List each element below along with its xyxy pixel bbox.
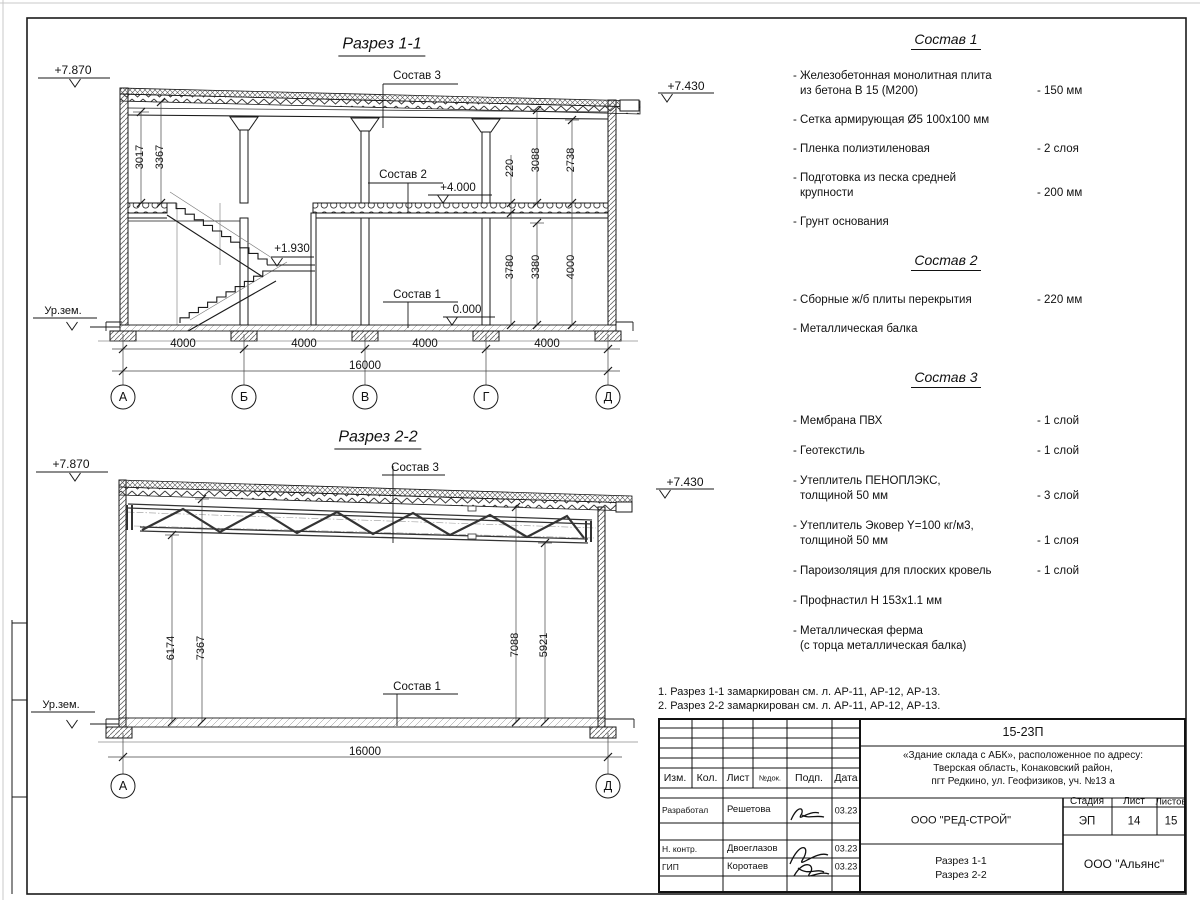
sheets-header: Листов [1155, 796, 1187, 808]
ground-level-label-s1: Ур.зем. [44, 305, 82, 317]
dim-total-s2: 16000 [349, 746, 381, 758]
dim-total-s1: 16000 [349, 360, 381, 372]
label-sostav3-s1: Состав 3 [393, 70, 441, 82]
dim-span-4: 4000 [534, 338, 560, 350]
col-header-ndok: №док. [759, 773, 781, 783]
composition-list-1 [793, 31, 1099, 244]
elevation-7430-s1: +7.430 [667, 79, 705, 93]
sheet-number: 14 [1127, 815, 1141, 828]
design-org: ООО "РЕД-СТРОЙ" [910, 814, 1012, 827]
col-header-kol: Кол. [696, 771, 718, 784]
composition-3-title: Состав 3 [793, 369, 1099, 387]
left-edge-stamp [12, 620, 27, 894]
stage-header: Стадия [1069, 796, 1105, 807]
dim-span-1: 4000 [170, 338, 196, 350]
list-item: - Грунт основания [793, 216, 889, 228]
composition-list-2 [793, 252, 1099, 351]
dim-4000-v: 4000 [565, 254, 577, 280]
col-header-podp: Подп. [795, 771, 823, 784]
axis-d-s2: Д [603, 779, 613, 793]
list-item: - Сборные ж/б плиты перекрытия - 220 мм [793, 294, 1083, 306]
axis-a-s1: А [118, 390, 128, 404]
name-gip: Коротаев [727, 861, 769, 872]
elevation-7430-s2: +7.430 [666, 475, 704, 489]
dim-3017: 3017 [134, 144, 146, 170]
list-item: - Сетка армирующая Ø5 100х100 мм [793, 114, 990, 126]
dim-3367: 3367 [154, 144, 166, 170]
dim-3088: 3088 [530, 147, 542, 173]
roof-truss [124, 504, 596, 543]
project-address-line3: пгт Редкино, ул. Геофизиков, уч. №13 а [931, 776, 1115, 787]
composition-1-title: Состав 1 [793, 31, 1099, 49]
role-gip: ГИП [662, 862, 679, 872]
sheet-notes [658, 685, 940, 713]
title-block [658, 718, 1186, 893]
elevation-7870-s1: +7.870 [54, 63, 92, 77]
name-developer: Решетова [727, 804, 771, 815]
dim-220: 220 [504, 158, 516, 178]
date-developer: 03.23 [834, 805, 858, 816]
dim-5921: 5921 [538, 632, 550, 658]
note-line-1: 1. Разрез 1-1 замаркирован см. л. АР-11, АР-12, АР-13. [658, 686, 941, 698]
sheet-content-line2: Разрез 2-2 [935, 868, 987, 881]
dim-7367: 7367 [195, 635, 207, 661]
list-item: - Мембрана ПВХ - 1 слой [793, 415, 1080, 427]
ground-level-label-s2: Ур.зем. [42, 699, 80, 711]
signature [790, 809, 829, 876]
elevation-4000-s1: +4.000 [440, 182, 476, 194]
dim-span-2: 4000 [291, 338, 317, 350]
axis-a-s2: А [118, 779, 128, 793]
dim-7088: 7088 [509, 632, 521, 658]
date-gip: 03.23 [834, 861, 858, 872]
list-item: - Металлическая балка [793, 323, 918, 335]
staircase [170, 192, 287, 325]
elevation-0000-s1: 0.000 [452, 304, 482, 316]
list-item: - Железобетонная монолитная плита из бетона В 15 (М200) - 150 мм [793, 70, 1083, 97]
label-sostav1-s1: Состав 1 [393, 289, 441, 301]
label-sostav2-s1: Состав 2 [379, 169, 427, 181]
dim-6174: 6174 [165, 635, 177, 661]
axis-d-s1: Д [603, 390, 613, 404]
elevation-1930-s1: +1.930 [274, 243, 310, 255]
composition-2-title: Состав 2 [793, 252, 1099, 270]
project-address-line2: Тверская область, Конаковский район, [933, 763, 1113, 774]
note-line-2: 2. Разрез 2-2 замаркирован см. л. АР-11, АР-12, АР-13. [658, 700, 941, 712]
sheet-header: Лист [1123, 796, 1145, 807]
list-item: - Утеплитель ПЕНОПЛЭКС, толщиной 50 мм - 3 слой [793, 475, 1080, 502]
axis-b-s1: Б [239, 390, 249, 404]
stage-value: ЭП [1078, 815, 1096, 828]
axis-bubbles-2-2 [111, 774, 620, 798]
list-item: - Подготовка из песка средней крупности - 200 мм [793, 172, 1083, 199]
name-ncontrol: Двоеглазов [727, 843, 778, 854]
composition-list-3 [793, 369, 1099, 669]
dim-3780: 3780 [504, 254, 516, 280]
date-ncontrol: 03.23 [834, 843, 858, 854]
list-item: - Геотекстиль - 1 слой [793, 445, 1080, 457]
col-header-list: Лист [726, 771, 750, 784]
section-2-2-title: Разрез 2-2 [334, 429, 421, 450]
col-header-data: Дата [834, 771, 858, 784]
list-item: - Пароизоляция для плоских кровель - 1 слой [793, 565, 1080, 577]
axis-v-s1: В [360, 390, 370, 404]
sheet-content-line1: Разрез 1-1 [935, 854, 987, 867]
role-developer: Разработал [662, 805, 709, 815]
col-header-izm: Изм. [663, 771, 687, 784]
label-sostav1-s2: Состав 1 [393, 681, 441, 693]
list-item: - Металлическая ферма (с торца металлическая балка) [793, 625, 967, 652]
dim-3380: 3380 [530, 254, 542, 280]
sheets-total: 15 [1164, 815, 1178, 828]
client-org: ООО "Альянс" [1083, 857, 1165, 871]
dim-span-3: 4000 [412, 338, 438, 350]
label-sostav3-s2: Состав 3 [391, 462, 439, 474]
list-item: - Пленка полиэтиленовая - 2 слоя [793, 143, 1079, 155]
project-address-line1: «Здание склада с АБК», расположенное по адресу: [903, 750, 1143, 761]
section-1-1-title: Разрез 1-1 [338, 36, 425, 57]
document-number: 15-23П [1002, 724, 1044, 739]
list-item: - Профнастил Н 153х1.1 мм [793, 595, 943, 607]
list-item: - Утеплитель Эковер Y=100 кг/м3, толщиной 50 мм - 1 слоя [793, 520, 1079, 547]
elevation-7870-s2: +7.870 [52, 457, 90, 471]
axis-g-s1: Г [482, 390, 490, 404]
dim-2738: 2738 [565, 147, 577, 173]
role-ncontrol: Н. контр. [662, 844, 698, 854]
